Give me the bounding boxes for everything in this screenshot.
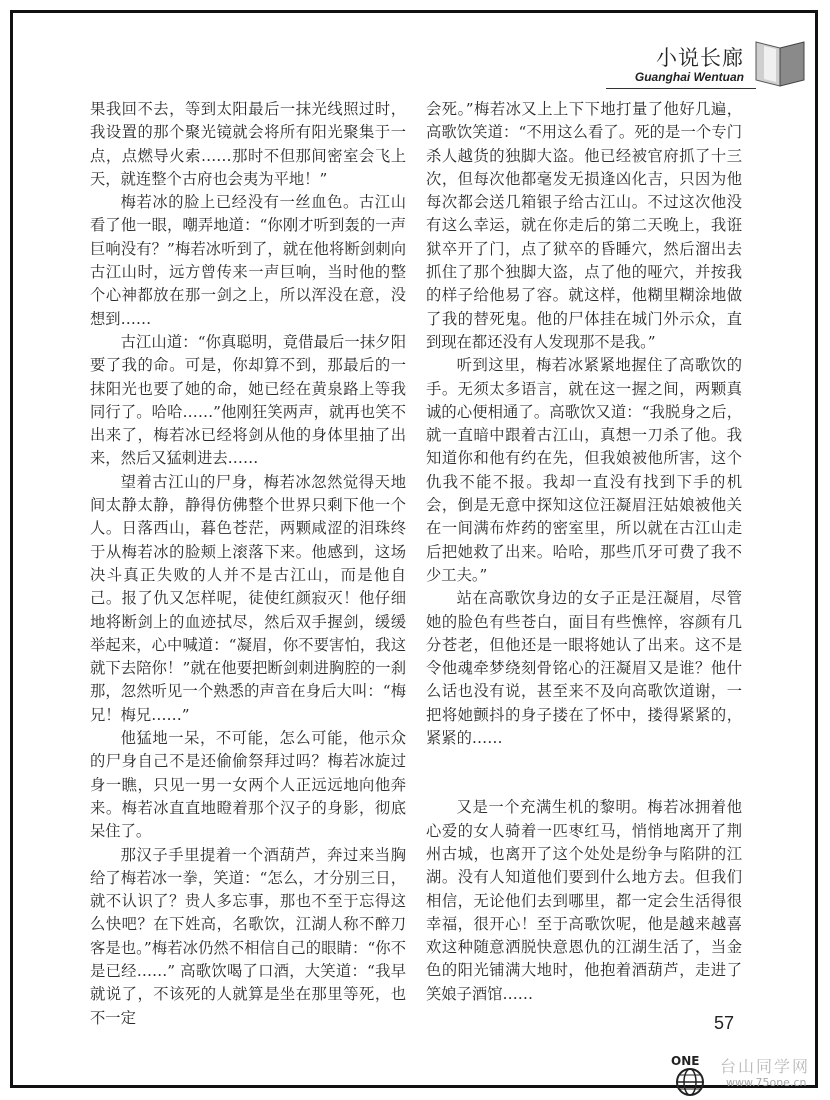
paragraph: 梅若冰的脸上已经没有一丝血色。古江山看了他一眼，嘲弄地道：“你刚才听到轰的一声巨响没有？”梅若冰听到了，就在他将断剑刺向古江山时，远方曾传来一声巨响，当时他的整个心神都放在那一剑之上，所以浑没在意，没想到……: [90, 193, 406, 328]
page-header: [606, 40, 806, 90]
paragraph: 古江山道：“你真聪明，竟借最后一抹夕阳要了我的命。可是，你却算不到，那最后的一抹阳光也要了她的命，她已经在黄泉路上等我同行了。哈哈……”他刚狂笑两声，就再也笑不出来了，梅若冰已经将剑从他的身体里抽了出来，然后又猛刺进去……: [90, 332, 406, 468]
watermark-site: 台山同学网: [720, 1057, 811, 1076]
logo-text: ONE: [671, 1054, 700, 1068]
paragraph: 果我回不去，等到太阳最后一抹光线照过时，我设置的那个聚光镜就会将所有阳光聚集于一点，点燃导火索……那时不但那间密室会飞上天，就连整个古府也会夷为平地！”: [90, 100, 406, 188]
header-rule: [606, 88, 756, 89]
watermark: [668, 1052, 828, 1098]
paragraph: 那汉子手里提着一个酒葫芦，奔过来当胸给了梅若冰一拳，笑道：“怎么，才分别三日，就不认识了？贵人多忘事，那也不至于忘得这么快吧？在下姓高，名歌饮，江湖人称不醉刀客是也。”梅若冰仍然不相信自己的眼睛：“你不是已经……” 高歌饮喝了口酒，大笑道：“我早就说了，不该死的人就算是坐在那里等死，也不一定: [90, 845, 406, 1027]
right-column: [426, 98, 742, 1006]
paragraph: 他猛地一呆，不可能，怎么可能，他示众的尸身自己不是还偷偷祭拜过吗？梅若冰旋过身一瞧，只见一男一女两个人正远远地向他奔来。梅若冰直直地瞪着那个汉子的身影，彻底呆住了。: [90, 729, 406, 841]
paragraph: 站在高歌饮身边的女子正是汪凝眉，尽管她的脸色有些苍白，面目有些憔悴，容颜有几分苍老，但他还是一眼将她认了出来。这不是令他魂牵梦绕刻骨铭心的汪凝眉又是谁？他什么话也没有说，甚至来不及向高歌饮道谢，一把将她颤抖的身子搂在了怀中，搂得紧紧的，紧紧的……: [426, 589, 742, 748]
paragraph: 望着古江山的尸身，梅若冰忽然觉得天地间太静太静，静得仿佛整个世界只剩下他一个人。日落西山，暮色苍茫，两颗咸涩的泪珠终于从梅若冰的脸颊上滚落下来。他感到，这场决斗真正失败的人并不是古江山，而是他自己。报了仇又怎样呢，徒使红颜寂灭！他仔细地将断剑上的血迹拭尽，然后双手握剑，缓缓举起来，心中喊道：“凝眉，你不要害怕，我这就下去陪你！”就在他要把断剑刺进胸腔的一刹那，忽然听见一个熟悉的声音在身后大叫：“梅兄！梅兄……”: [90, 472, 406, 724]
section-title: 小说长廊: [656, 46, 744, 70]
page-number: 57: [714, 1013, 735, 1033]
paragraph: 会死。”梅若冰又上上下下地打量了他好几遍，高歌饮笑道：“不用这么看了。死的是一个专门杀人越货的独脚大盗。他已经被官府抓了十三次，但每次他都毫发无损逢凶化吉，只因为他每次都会送几箱银子给古江山。不过这次他没有这么幸运，就在你走后的第二天晚上，我诳狱卒开了门，点了狱卒的昏睡穴，然后溜出去抓住了那个独脚大盗，点了他的哑穴，并按我的样子给他易了容。就这样，他糊里糊涂地做了我的替死鬼。他的尸体挂在城门外示众，直到现在都还没有人发现那不是我。”: [426, 100, 742, 351]
book-icon: [750, 40, 806, 88]
globe-logo-icon: [668, 1052, 718, 1098]
paragraph: 听到这里，梅若冰紧紧地握住了高歌饮的手。无须太多语言，就在这一握之间，两颗真诚的心便相通了。高歌饮又道：“我脱身之后，就一直暗中跟着古江山，真想一刀杀了他。我知道你和他有约在先，但我娘被他所害，这个仇我不能不报。我却一直没有找到下手的机会，倒是无意中探知这位汪凝眉汪姑娘被他关在一间满布炸药的密室里，所以就在古江山走后把她救了出来。哈哈，那些爪牙可费了我不少工夫。”: [426, 356, 742, 584]
paragraph: 又是一个充满生机的黎明。梅若冰拥着他心爱的女人骑着一匹枣红马，悄悄地离开了荆州古城，也离开了这个处处是纷争与陷阱的江湖。没有人知道他们要到什么地方去。但我们相信，无论他们去到哪里，都一定会生活得很幸福，很开心！至于高歌饮呢，他是越来越喜欢这种随意洒脱快意恩仇的江湖生活了，当金色的阳光铺满大地时，他抱着酒葫芦，走进了笑娘子酒馆……: [426, 798, 742, 1003]
watermark-url: www.75one.cn: [726, 1076, 807, 1089]
section-subtitle: Guanghai Wentuan: [634, 70, 744, 84]
left-column: [90, 98, 406, 1030]
